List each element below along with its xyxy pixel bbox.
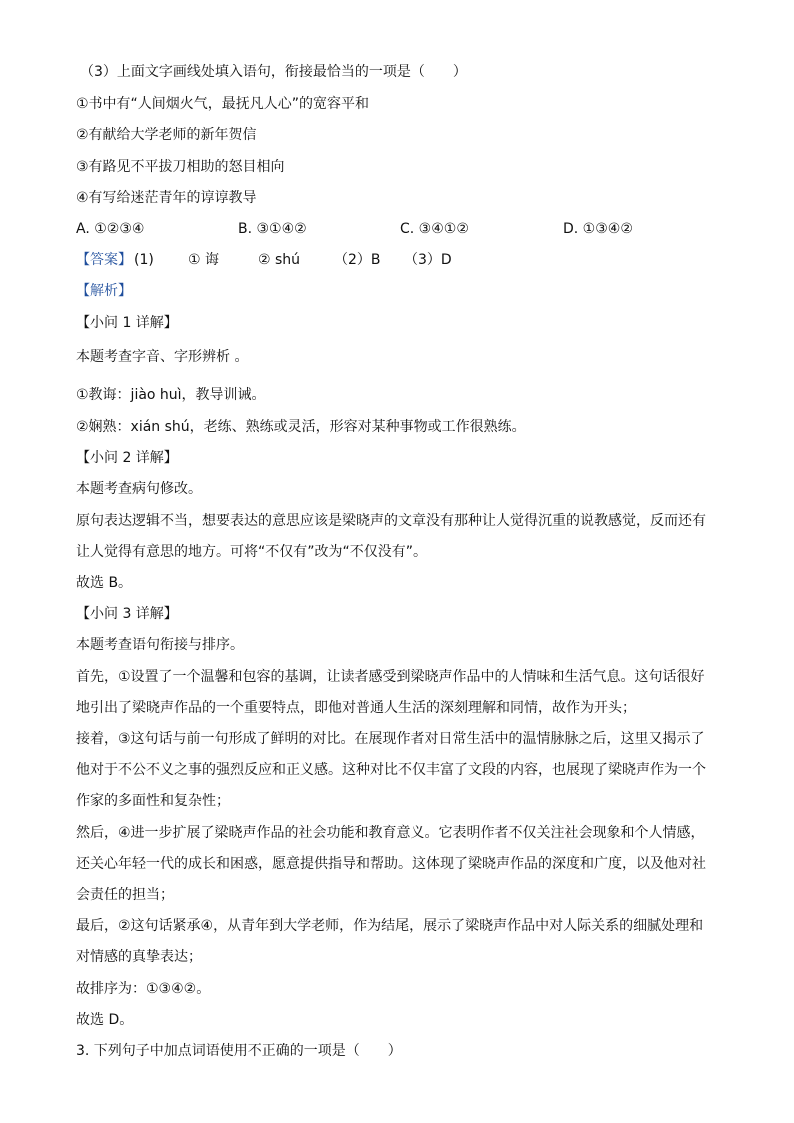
paragraph-line: 让人觉得有意思的地方。可将“不仅有”改为“不仅没有”。: [76, 544, 428, 560]
next-question: 3. 下列句子中加点词语使用不正确的一项是（ ）: [76, 1043, 402, 1059]
paragraph-line: 地引出了梁晓声作品的一个重要特点，即他对普通人生活的深刻理解和同情，故作为开头；: [76, 700, 636, 716]
option-item: ③有路见不平拔刀相助的怒目相向: [76, 159, 285, 175]
analysis-label: 【解析】: [76, 283, 132, 299]
answer-part: (1): [134, 252, 154, 268]
paragraph-line: ①教诲：jiào huì，教导训诫。: [76, 387, 266, 403]
paragraph-line: 本题考查语句衔接与排序。: [76, 637, 244, 653]
paragraph-line: 最后，②这句话紧承④，从青年到大学老师，作为结尾，展示了梁晓声作品中对人际关系的细腻处理和: [76, 918, 704, 934]
question-stem: （3）上面文字画线处填入语句，衔接最恰当的一项是（ ）: [80, 64, 467, 80]
option-item: ②有献给大学老师的新年贺信: [76, 127, 257, 143]
paragraph-line: 原句表达逻辑不当，想要表达的意思应该是梁晓声的文章没有那种让人觉得沉重的说教感觉，反而还有: [76, 513, 706, 529]
paragraph-line: ②娴熟：xián shú，老练、熟练或灵活，形容对某种事物或工作很熟练。: [76, 419, 526, 435]
paragraph-line: 会责任的担当；: [76, 887, 174, 903]
choice-c: C. ③④①②: [400, 221, 469, 237]
paragraph-line: 故选 D。: [76, 1012, 134, 1028]
paragraph-line: 故排序为：①③④②。: [76, 981, 211, 997]
section-title: 【小问 3 详解】: [76, 606, 178, 622]
option-item: ④有写给迷茫青年的谆谆教导: [76, 190, 257, 206]
choice-a: A. ①②③④: [76, 221, 145, 237]
answer-part: ① 诲: [188, 252, 220, 268]
paragraph-line: 他对于不公不义之事的强烈反应和正义感。这种对比不仅丰富了文段的内容，也展现了梁晓声作为一个: [76, 762, 706, 778]
paragraph-line: 还关心年轻一代的成长和困惑，愿意提供指导和帮助。这体现了梁晓声作品的深度和广度，以及他对社: [76, 856, 706, 872]
paragraph-line: 本题考查病句修改。: [76, 481, 202, 497]
answer-part: （3）D: [404, 252, 452, 268]
paragraph-line: 然后，④进一步扩展了梁晓声作品的社会功能和教育意义。它表明作者不仅关注社会现象和个人情感，: [76, 825, 705, 841]
option-item: ①书中有“人间烟火气，最抚凡人心”的宽容平和: [76, 96, 370, 112]
choice-d: D. ①③④②: [563, 221, 633, 237]
answer-part: ② shú: [258, 252, 301, 268]
section-title: 【小问 2 详解】: [76, 450, 178, 466]
paragraph-line: 故选 B。: [76, 575, 133, 591]
choice-b: B. ③①④②: [238, 221, 307, 237]
answer-part: （2）B: [334, 252, 381, 268]
section-title: 【小问 1 详解】: [76, 315, 178, 331]
paragraph-line: 作家的多面性和复杂性；: [76, 793, 230, 809]
paragraph-line: 首先，①设置了一个温馨和包容的基调，让读者感受到梁晓声作品中的人情味和生活气息。这句话很好: [76, 669, 705, 685]
paragraph-line: 接着，③这句话与前一句形成了鲜明的对比。在展现作者对日常生活中的温情脉脉之后，这里又揭示了: [76, 731, 705, 747]
paragraph-line: 本题考查字音、字形辨析 。: [76, 349, 249, 365]
paragraph-line: 对情感的真挚表达；: [76, 949, 202, 965]
answer-label: 【答案】: [76, 252, 132, 268]
